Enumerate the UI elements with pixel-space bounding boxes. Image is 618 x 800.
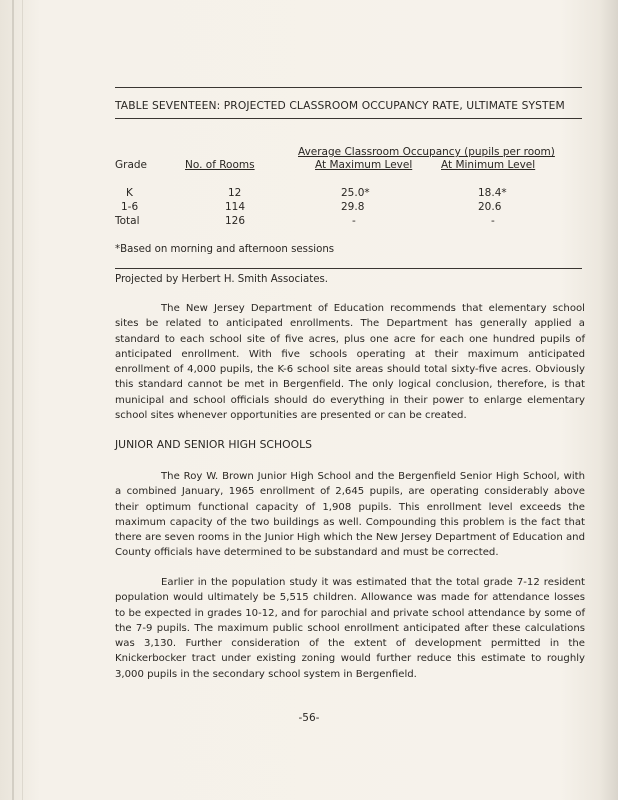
col-header-grade: Grade — [115, 159, 148, 171]
table-source: Projected by Herbert H. Smith Associates. — [115, 274, 329, 285]
section-heading: JUNIOR AND SENIOR HIGH SCHOOLS — [115, 438, 312, 451]
page-edge-line — [22, 0, 23, 800]
title-rule — [115, 118, 582, 119]
paragraph — [115, 575, 585, 682]
table-footnote: *Based on morning and afternoon sessions — [115, 244, 335, 255]
paragraph — [115, 469, 585, 561]
paragraph-text: The Roy W. Brown Junior High School and the Bergenfield Senior High School, with a combined January, 1965 enrollment of 2,645 pupils, are operating considerably above their optimum functional capacity of 1,908 pupils. This enrollment level exceeds the maximum capacity of the two buildings as well. Compounding this problem is the fact that there are seven rooms in the Junior High which the New Jersey Department of Education and County officials have determined to be substandard and must be corrected. — [115, 471, 585, 559]
col-header-max: At Maximum Level — [315, 159, 413, 171]
table-cell: 114 — [225, 201, 246, 213]
table-cell: 1-6 — [121, 201, 139, 213]
table-cell: 12 — [228, 187, 242, 199]
table-cell: Total — [115, 215, 140, 227]
source-rule — [115, 268, 582, 269]
table-cell: 29.8 — [341, 201, 365, 213]
table-title: TABLE SEVENTEEN: PROJECTED CLASSROOM OCCUPANCY RATE, ULTIMATE SYSTEM — [115, 99, 565, 112]
paragraph-text: The New Jersey Department of Education recommends that elementary school sites be related to anticipated enrollments. The Department has generally applied a standard to each school site of five acres, plus one acre for each one hundred pupils of anticipated enrollment. With five schools operating at their maximum anticipated enrollment of 4,000 pupils, the K-6 school site areas should total sixty-five acres. Obviously this standard cannot be met in Bergenfield. The only logical conclusion, therefore, is that municipal and school officials should do everything in their power to enlarge elementary school sites whenever opportunities are presented or can be created. — [115, 303, 585, 422]
table-cell: K — [126, 187, 133, 199]
top-rule — [115, 87, 582, 88]
table-cell: - — [491, 215, 495, 227]
paragraph — [115, 301, 585, 423]
col-header-rooms: No. of Rooms — [185, 159, 255, 171]
page-edge-shadow — [12, 0, 14, 800]
paragraph-text: Earlier in the population study it was estimated that the total grade 7-12 resident population would ultimately be 5,515 children. Allowance was made for attendance losses to be expected in grades 10-12, and for parochial and private school attendance by some of the 7-9 pupils. The maximum public school enrollment anticipated after these calculations was 3,130. Further consideration of the extent of development permitted in the Knickerbocker tract under existing zoning would further reduce this estimate to roughly 3,000 pupils in the secondary school system in Bergenfield. — [115, 577, 585, 680]
table-cell: 20.6 — [478, 201, 502, 213]
table-span-header: Average Classroom Occupancy (pupils per room) — [298, 146, 555, 158]
page-number: -56- — [298, 712, 320, 724]
table-cell: 25.0* — [341, 187, 370, 199]
table-cell: 126 — [225, 215, 246, 227]
table-cell: - — [352, 215, 356, 227]
table-cell: 18.4* — [478, 187, 507, 199]
col-header-min: At Minimum Level — [441, 159, 536, 171]
